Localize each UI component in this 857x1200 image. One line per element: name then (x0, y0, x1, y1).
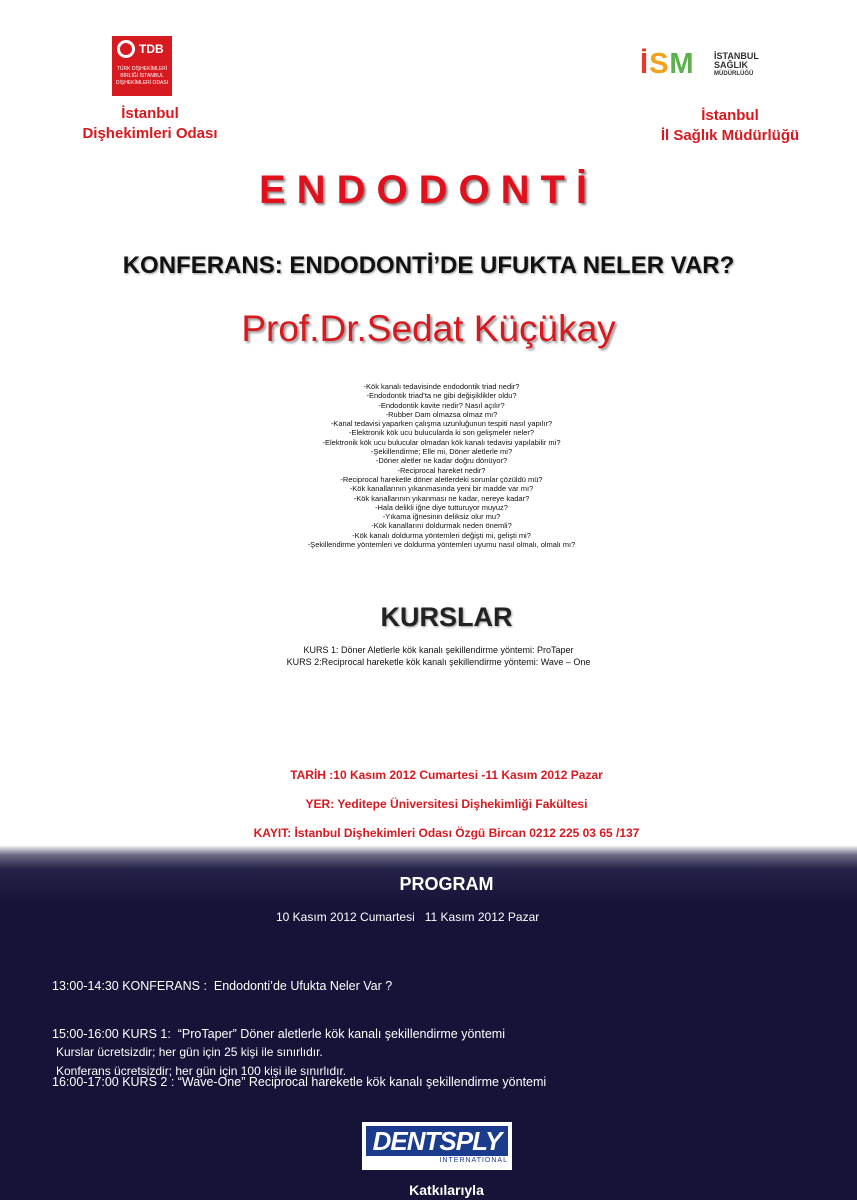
question-item: -Şekillendirme yöntemleri ve doldurma yöntemleri uyumu nasıl olmalı, olmalı mı? (307, 540, 576, 550)
question-item: -Reciprocal hareketle döner aletlerdeki sorunlar çözüldü mü? (340, 474, 543, 484)
tdb-logo-abbr: TDB (139, 42, 164, 56)
question-item: -Yıkama iğnesinin deliksiz olur mu? (382, 512, 501, 522)
right-org-line2: İl Sağlık Müdürlüğü (660, 127, 800, 144)
question-item: -Endodontik kavite nedir? Nasıl açılır? (378, 400, 505, 410)
question-item: -Kök kanallarının yıkanması ne kadar, nereye kadar? (353, 493, 530, 503)
sponsor-caption: Katkılarıyla (409, 1182, 484, 1198)
speaker-name: Prof.Dr.Sedat Küçükay (241, 308, 616, 349)
right-org-line1: İstanbul (701, 107, 759, 124)
ism-logo (640, 44, 770, 82)
course-item: KURS 2:Reciprocal hareketle kök kanalı şekillendirme yöntemi: Wave – One (286, 657, 591, 667)
note-item: Kurslar ücretsizdir; her gün için 25 kişi ile sınırlıdır. (56, 1045, 323, 1059)
course-list (0, 644, 857, 668)
event-date: TARİH :10 Kasım 2012 Cumartesi -11 Kasım 2012 Pazar (290, 768, 603, 782)
courses-heading: KURSLAR (380, 602, 513, 632)
question-item: -Elektronik kök ucu bulucular olmadan kök kanalı tedavisi yapılabilir mi? (322, 437, 561, 447)
question-list (0, 382, 857, 549)
question-item: -Hala delikli iğne diye tutturuyor muyuz? (375, 502, 508, 512)
program-schedule (52, 946, 546, 1106)
question-item: -Endodontik triad’ta ne gibi değişiklikler oldu? (366, 391, 517, 401)
question-item: -Reciprocal hareket nedir? (397, 465, 486, 475)
right-organization (620, 106, 840, 146)
tdb-logo-small-text: TÜRK DİŞHEKİMLERİ BİRLİĞİ İSTANBUL DİŞHEKİMLERİ ODASI (115, 66, 169, 86)
tdb-logo (112, 36, 172, 96)
question-item: -Döner aletler ne kadar doğru dönüyor? (375, 456, 508, 466)
event-place: YER: Yeditepe Üniversitesi Dişhekimliği Fakültesi (305, 797, 588, 811)
left-org-line1: İstanbul (121, 105, 179, 122)
dentsply-logo-word: DENTSPLY (366, 1126, 508, 1156)
program-title: PROGRAM (399, 874, 494, 894)
question-item: -Elektronik kök ucu bulucularda ki son gelişmeler neler? (348, 428, 535, 438)
tdb-ring-icon (117, 40, 135, 58)
program-dates: 10 Kasım 2012 Cumartesi 11 Kasım 2012 Pazar (276, 910, 540, 924)
program-notes (56, 1043, 346, 1081)
question-item: -Kanal tedavisi yaparken çalışma uzunluğunun tespiti nasıl yapılır? (330, 419, 553, 429)
schedule-item: 13:00-14:30 KONFERANS : Endodonti’de Ufukta Neler Var ? (52, 979, 393, 993)
conference-title: KONFERANS: ENDODONTİ’DE UFUKTA NELER VAR? (122, 252, 735, 279)
course-item: KURS 1: Döner Aletlerle kök kanalı şekillendirme yöntemi: ProTaper (303, 645, 574, 655)
question-item: -Rubber Dam olmazsa olmaz mı? (385, 409, 498, 419)
dentsply-logo-sub: INTERNATIONAL (439, 1157, 508, 1164)
question-item: -Kök kanalı doldurma yöntemleri değişti mi, gelişti mi? (352, 530, 531, 540)
ism-logo-letters: İSM (640, 48, 695, 80)
main-title: ENDODONTİ (259, 168, 598, 212)
event-registration: KAYIT: İstanbul Dişhekimleri Odası Özgü Bircan 0212 225 03 65 /137 (253, 826, 640, 840)
left-org-line2: Dişhekimleri Odası (82, 125, 218, 142)
dentsply-logo (362, 1122, 512, 1170)
question-item: -Kök kanallarını doldurmak neden önemli? (371, 521, 512, 531)
question-item: -Kök kanallarının yıkanmasında yeni bir madde var mı? (349, 484, 534, 494)
ism-logo-text: İSTANBUL SAĞLIK MÜDÜRLÜĞÜ (714, 51, 759, 77)
left-organization (40, 104, 260, 144)
note-item: Konferans ücretsizdir; her gün için 100 kişi ile sınırlıdır. (56, 1064, 347, 1078)
question-item: -Kök kanalı tedavisinde endodontik triad nedir? (363, 382, 520, 391)
question-item: -Şekillendirme; Elle mi, Döner aletlerle mi? (370, 447, 513, 457)
schedule-item: 15:00-16:00 KURS 1: “ProTaper” Döner aletlerle kök kanalı şekillendirme yöntemi (52, 1027, 505, 1041)
schedule-item: 16:00-17:00 KURS 2 : “Wave-One” Reciprocal hareketle kök kanalı şekillendirme yöntemi (52, 1075, 547, 1089)
